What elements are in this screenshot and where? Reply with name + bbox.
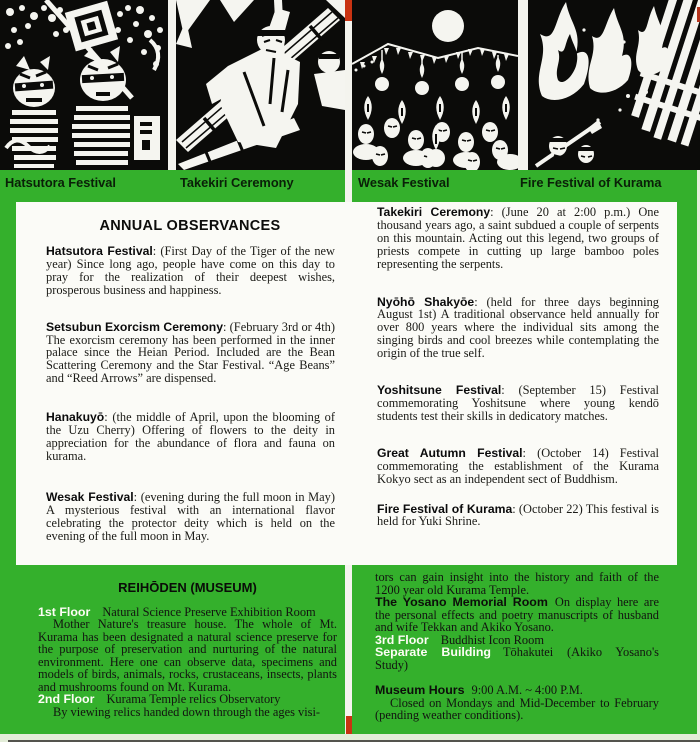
museum-yosano-line bbox=[375, 596, 659, 634]
observance-setsubun bbox=[46, 321, 335, 386]
floor2-label: 2nd Floor bbox=[38, 692, 95, 706]
museum-floor1-paragraph: Mother Nature's treasure house. The whole of Mt. Kurama has been designated a natural science preserve for the purpose of preservation and nurturing of the natural environment. Here one can observe data, specimens and models of birds, animals, rocks, crustaceans, insects, plants and mushrooms found on Mt. Kurama. bbox=[38, 617, 337, 694]
observance-hatsutora bbox=[46, 245, 335, 297]
observances-left-column bbox=[46, 245, 335, 542]
festival-description: : (June 20 at 2:00 p.m.) One thousand years ago, a saint subdued a couple of serpents on this mountain. Acting out this legend, two groups of priests compete in cutting up large bamboo poles representing the serpents. bbox=[377, 205, 659, 271]
fire-festival-woodcut-icon bbox=[528, 0, 700, 170]
festival-name: Great Autumn Festival bbox=[377, 445, 523, 460]
caption-takekiri: Takekiri Ceremony bbox=[180, 175, 294, 190]
festival-name: Hanakuyō bbox=[46, 410, 105, 425]
festival-name: Fire Festival of Kurama bbox=[377, 501, 513, 516]
floor3-label: 3rd Floor bbox=[375, 632, 429, 647]
observance-wesak bbox=[46, 491, 335, 543]
museum-closed-paragraph: Closed on Mondays and Mid-December to February (pending weather conditions). bbox=[375, 695, 659, 722]
museum-right-column bbox=[375, 571, 659, 722]
museum-hours-line bbox=[375, 684, 659, 697]
yosano-room-label: The Yosano Memorial Room bbox=[375, 595, 548, 609]
festival-name: Takekiri Ceremony bbox=[377, 205, 491, 219]
caption-fire-festival: Fire Festival of Kurama bbox=[520, 175, 662, 190]
museum-continued-paragraph: tors can gain insight into the history and faith of the 1200 year old Kurama Temple. bbox=[375, 570, 659, 597]
museum-floor2-paragraph: By viewing relics handed down through the ages visi- bbox=[53, 704, 321, 719]
woodcut-gallery bbox=[0, 0, 700, 170]
festival-description: : (evening during the full moon in May) A mysterious festival with an international flavor celebrating the protector deity which is held on the evening of the full moon in May. bbox=[46, 489, 335, 543]
observance-nyoho-shakyoe bbox=[377, 296, 659, 361]
festival-name: Yoshitsune Festival bbox=[377, 383, 502, 398]
festival-description: : (held for three days beginning August 1st) A traditional observance held annually for over 800 years where the individual sits among the singing birds and cool breezes while contemplating the origin of the true self. bbox=[377, 294, 659, 361]
festival-description: : (October 22) This festival is held for Yuki Shrine. bbox=[377, 501, 659, 529]
floor1-room: Natural Science Preserve Exhibition Room bbox=[102, 604, 316, 619]
museum-separate-building-line bbox=[375, 646, 659, 671]
festival-name: Wesak Festival bbox=[46, 489, 134, 504]
museum-hours-label: Museum Hours bbox=[375, 683, 465, 697]
caption-wesak: Wesak Festival bbox=[358, 175, 450, 190]
museum-floor2-line bbox=[38, 693, 337, 706]
hatsutora-woodcut-icon bbox=[0, 0, 168, 170]
floor2-room: Kurama Temple relics Observatory bbox=[106, 692, 281, 706]
caption-hatsutora: Hatsutora Festival bbox=[5, 175, 116, 190]
festival-description: : (September 15) Festival commemorating Yoshitsune where young kendō students test their skills in dedicatory matches. bbox=[377, 383, 659, 423]
separate-building-label: Separate Building bbox=[375, 645, 491, 659]
yosano-room-description: On display here are the personal effects and poetry manuscripts of husband and wife Tekkan and Akiko Yosano. bbox=[375, 595, 659, 634]
annual-observances-title: ANNUAL OBSERVANCES bbox=[99, 218, 281, 234]
observance-takekiri bbox=[377, 206, 659, 271]
fold-registration-mark-bottom bbox=[346, 716, 352, 734]
wesak-woodcut-icon bbox=[352, 0, 518, 170]
floor1-label: 1st Floor bbox=[38, 604, 91, 619]
festival-description: : (October 14) Festival commemorating the establishment of the Kurama Kokyo sect as an independent sect of Buddhism. bbox=[377, 445, 660, 486]
observances-right-column bbox=[377, 206, 659, 528]
separate-building-room: Tōhakutei (Akiko Yosano's Study) bbox=[375, 645, 659, 672]
observance-yoshitsune bbox=[377, 384, 659, 423]
festival-name: Nyōhō Shakyōe bbox=[377, 294, 475, 309]
observance-hanakuyo bbox=[46, 411, 335, 463]
festival-description: : (February 3rd or 4th) The exorcism ceremony has been performed in the inner palace since the Heian Period. Included are the Bean Scattering Ceremony and the Star Festival. “Age Beans” and “Reed Arrows” are dispensed. bbox=[46, 319, 335, 386]
festival-description: : (the middle of April, upon the blooming of the Uzu Cherry) Offering of flowers to the deity in appreciation for the abundance of flora and fauna on kurama. bbox=[46, 410, 335, 463]
museum-title: REIHŌDEN (MUSEUM) bbox=[118, 580, 257, 595]
museum-hours-value: 9:00 A.M. ~ 4:00 P.M. bbox=[471, 683, 583, 697]
festival-description: : (First Day of the Tiger of the new year) Since long ago, people have come on this day to pray for the realization of their deepest wishes, prosperous business and happiness. bbox=[46, 244, 335, 297]
observance-fire-festival bbox=[377, 503, 659, 529]
festival-name: Hatsutora Festival bbox=[46, 244, 153, 258]
takekiri-woodcut-icon bbox=[176, 0, 345, 170]
observance-great-autumn bbox=[377, 447, 659, 486]
festival-name: Setsubun Exorcism Ceremony bbox=[46, 319, 224, 334]
museum-left-column bbox=[38, 582, 337, 718]
floor3-room: Buddhist Icon Room bbox=[440, 632, 544, 647]
fold-registration-mark-top bbox=[345, 0, 352, 21]
